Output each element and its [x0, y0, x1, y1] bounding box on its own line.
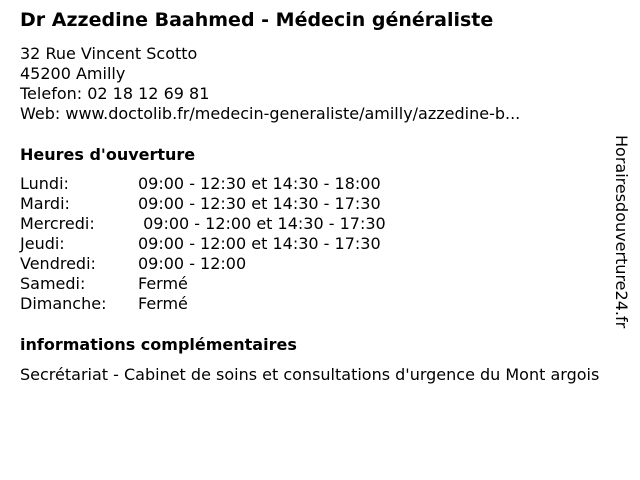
- hours-row-friday: [20, 254, 386, 274]
- hours-value: 09:00 - 12:30 et 14:30 - 18:00: [138, 174, 381, 193]
- opening-hours-table: [20, 174, 386, 314]
- hours-row-monday: [20, 174, 386, 194]
- street-address: 32 Rue Vincent Scotto: [20, 44, 198, 63]
- hours-row-wednesday: [20, 214, 386, 234]
- day-label: Mardi:: [20, 194, 70, 213]
- hours-row-sunday: [20, 294, 386, 314]
- phone-number: Telefon: 02 18 12 69 81: [20, 84, 210, 103]
- hours-value: 09:00 - 12:00 et 14:30 - 17:30: [138, 214, 386, 233]
- day-label: Dimanche:: [20, 294, 107, 313]
- extra-info-text: Secrétariat - Cabinet de soins et consultations d'urgence du Mont argois: [20, 365, 600, 384]
- address-block: [20, 44, 520, 124]
- extra-info-heading: informations complémentaires: [20, 335, 297, 354]
- hours-value: 09:00 - 12:00 et 14:30 - 17:30: [138, 234, 381, 253]
- day-label: Mercredi:: [20, 214, 95, 233]
- hours-value: 09:00 - 12:30 et 14:30 - 17:30: [138, 194, 381, 213]
- day-label: Lundi:: [20, 174, 69, 193]
- hours-row-tuesday: [20, 194, 386, 214]
- hours-row-saturday: [20, 274, 386, 294]
- hours-value: 09:00 - 12:00: [138, 254, 247, 273]
- website-url: Web: www.doctolib.fr/medecin-generaliste/amilly/azzedine-b...: [20, 104, 521, 123]
- page-title: Dr Azzedine Baahmed - Médecin généraliste: [20, 9, 494, 31]
- hours-heading: Heures d'ouverture: [20, 145, 196, 164]
- hours-row-thursday: [20, 234, 386, 254]
- site-watermark: Horairesdouverture24.fr: [612, 135, 631, 329]
- day-label: Jeudi:: [20, 234, 65, 253]
- day-label: Vendredi:: [20, 254, 96, 273]
- hours-value: Fermé: [138, 274, 188, 293]
- city-postal-code: 45200 Amilly: [20, 64, 126, 83]
- hours-value: Fermé: [138, 294, 188, 313]
- day-label: Samedi:: [20, 274, 86, 293]
